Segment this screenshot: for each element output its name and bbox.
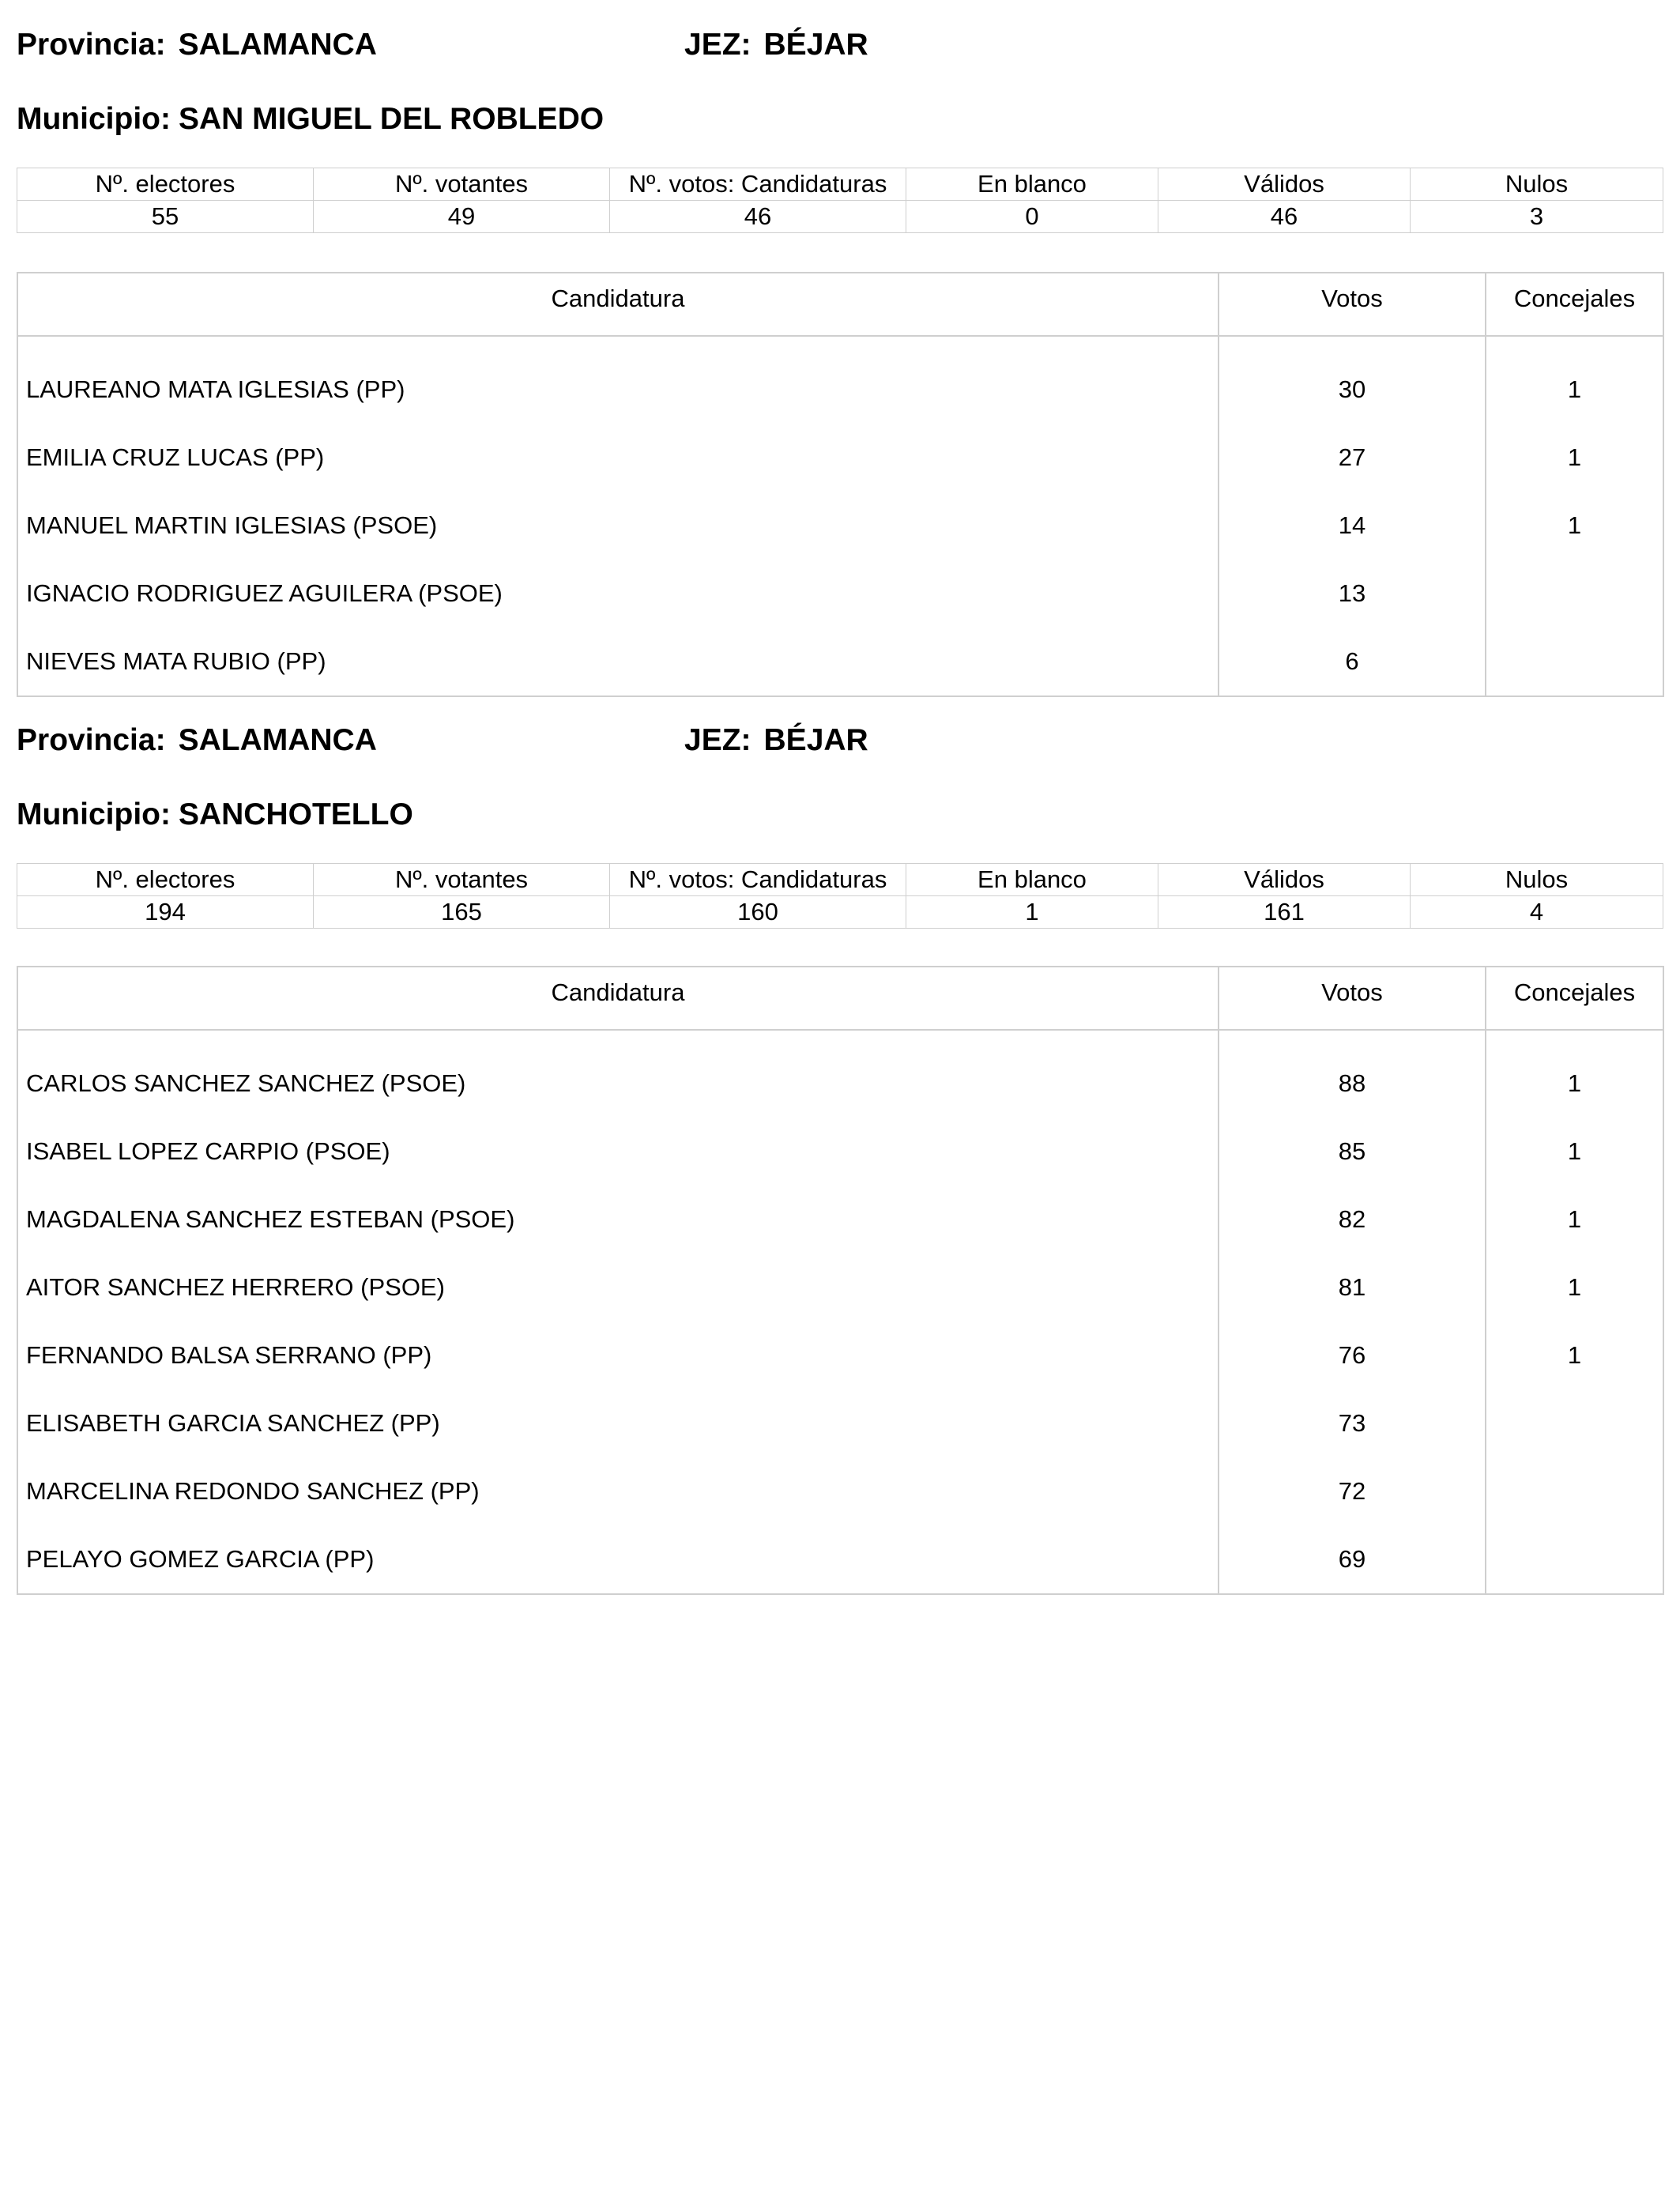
stats-header-cell: Nº. electores (17, 168, 314, 201)
candidate-votos: 72 (1219, 1457, 1486, 1525)
candidate-name: IGNACIO RODRIGUEZ AGUILERA (PSOE) (17, 560, 1219, 628)
candidatura-header: Candidatura (17, 273, 1219, 336)
table-row (17, 1389, 1663, 1457)
table-row (17, 492, 1663, 560)
stats-value-row (17, 896, 1663, 929)
candidate-name: MAGDALENA SANCHEZ ESTEBAN (PSOE) (17, 1186, 1219, 1253)
candidate-votos: 76 (1219, 1321, 1486, 1389)
table-row (17, 628, 1663, 696)
candidates-header-row (17, 967, 1663, 1030)
candidates-header-row (17, 273, 1663, 336)
stats-table (17, 168, 1663, 233)
table-row (17, 1525, 1663, 1594)
stats-header-cell: Nº. electores (17, 864, 314, 896)
candidate-name: LAUREANO MATA IGLESIAS (PP) (17, 336, 1219, 424)
candidate-name: PELAYO GOMEZ GARCIA (PP) (17, 1525, 1219, 1594)
candidate-votos: 14 (1219, 492, 1486, 560)
candidate-concejales: 1 (1486, 1030, 1663, 1118)
stats-header-cell: Nº. votos: Candidaturas (610, 864, 906, 896)
stats-value-cell: 161 (1158, 896, 1411, 929)
jez-heading (684, 29, 868, 60)
stats-header-cell: En blanco (906, 864, 1158, 896)
candidates-table (17, 272, 1664, 697)
candidate-name: EMILIA CRUZ LUCAS (PP) (17, 424, 1219, 492)
stats-value-cell: 0 (906, 201, 1158, 233)
candidate-votos: 27 (1219, 424, 1486, 492)
candidate-concejales: 1 (1486, 1253, 1663, 1321)
candidate-concejales (1486, 1457, 1663, 1525)
candidate-votos: 88 (1219, 1030, 1486, 1118)
table-row (17, 560, 1663, 628)
candidate-concejales (1486, 628, 1663, 696)
provincia-label: Provincia: (17, 28, 166, 62)
stats-value-cell: 4 (1411, 896, 1663, 929)
candidate-concejales (1486, 560, 1663, 628)
table-row (17, 1321, 1663, 1389)
candidate-name: ISABEL LOPEZ CARPIO (PSOE) (17, 1118, 1219, 1186)
table-row (17, 336, 1663, 424)
provincia-heading (17, 29, 377, 60)
stats-header-row (17, 168, 1663, 201)
candidate-votos: 73 (1219, 1389, 1486, 1457)
stats-table (17, 863, 1663, 929)
table-row (17, 1457, 1663, 1525)
stats-header-cell: Nº. votantes (314, 168, 610, 201)
stats-value-cell: 165 (314, 896, 610, 929)
candidate-votos: 13 (1219, 560, 1486, 628)
jez-heading (684, 725, 868, 756)
provincia-heading (17, 725, 377, 756)
stats-header-cell: Nulos (1411, 864, 1663, 896)
candidate-votos: 82 (1219, 1186, 1486, 1253)
jez-value: BÉJAR (763, 723, 868, 757)
stats-value-cell: 55 (17, 201, 314, 233)
table-row (17, 1030, 1663, 1118)
candidates-table (17, 966, 1664, 1595)
candidate-name: AITOR SANCHEZ HERRERO (PSOE) (17, 1253, 1219, 1321)
stats-value-cell: 46 (610, 201, 906, 233)
stats-header-cell: Válidos (1158, 864, 1411, 896)
jez-label: JEZ: (684, 28, 751, 62)
candidatura-header: Candidatura (17, 967, 1219, 1030)
table-row (17, 424, 1663, 492)
provincia-value: SALAMANCA (178, 723, 377, 757)
candidate-concejales: 1 (1486, 492, 1663, 560)
votos-header: Votos (1219, 273, 1486, 336)
candidate-concejales: 1 (1486, 1186, 1663, 1253)
candidate-name: FERNANDO BALSA SERRANO (PP) (17, 1321, 1219, 1389)
candidate-name: ELISABETH GARCIA SANCHEZ (PP) (17, 1389, 1219, 1457)
stats-header-cell: Nº. votantes (314, 864, 610, 896)
table-row (17, 1118, 1663, 1186)
stats-header-cell: Nulos (1411, 168, 1663, 201)
candidate-name: NIEVES MATA RUBIO (PP) (17, 628, 1219, 696)
stats-value-cell: 46 (1158, 201, 1411, 233)
provincia-value: SALAMANCA (178, 28, 377, 62)
candidate-concejales: 1 (1486, 1321, 1663, 1389)
stats-header-cell: Válidos (1158, 168, 1411, 201)
provincia-label: Provincia: (17, 723, 166, 757)
municipio-heading (17, 799, 413, 830)
stats-header-row (17, 864, 1663, 896)
stats-value-cell: 3 (1411, 201, 1663, 233)
candidate-name: MANUEL MARTIN IGLESIAS (PSOE) (17, 492, 1219, 560)
votos-header: Votos (1219, 967, 1486, 1030)
candidate-name: MARCELINA REDONDO SANCHEZ (PP) (17, 1457, 1219, 1525)
candidate-votos: 30 (1219, 336, 1486, 424)
municipio-value: SAN MIGUEL DEL ROBLEDO (178, 102, 605, 136)
jez-label: JEZ: (684, 723, 751, 757)
candidate-votos: 85 (1219, 1118, 1486, 1186)
stats-value-cell: 49 (314, 201, 610, 233)
candidate-concejales: 1 (1486, 336, 1663, 424)
concejales-header: Concejales (1486, 273, 1663, 336)
stats-value-cell: 194 (17, 896, 314, 929)
municipio-label: Municipio: (17, 102, 171, 136)
stats-value-row (17, 201, 1663, 233)
table-row (17, 1253, 1663, 1321)
municipio-label: Municipio: (17, 797, 171, 831)
concejales-header: Concejales (1486, 967, 1663, 1030)
candidate-concejales (1486, 1389, 1663, 1457)
candidate-concejales: 1 (1486, 1118, 1663, 1186)
municipio-heading (17, 104, 604, 134)
stats-value-cell: 160 (610, 896, 906, 929)
candidate-votos: 6 (1219, 628, 1486, 696)
candidate-concejales: 1 (1486, 424, 1663, 492)
table-row (17, 1186, 1663, 1253)
candidate-votos: 69 (1219, 1525, 1486, 1594)
stats-header-cell: Nº. votos: Candidaturas (610, 168, 906, 201)
stats-header-cell: En blanco (906, 168, 1158, 201)
candidate-name: CARLOS SANCHEZ SANCHEZ (PSOE) (17, 1030, 1219, 1118)
candidate-concejales (1486, 1525, 1663, 1594)
stats-value-cell: 1 (906, 896, 1158, 929)
candidate-votos: 81 (1219, 1253, 1486, 1321)
municipio-value: SANCHOTELLO (178, 797, 413, 831)
jez-value: BÉJAR (763, 28, 868, 62)
